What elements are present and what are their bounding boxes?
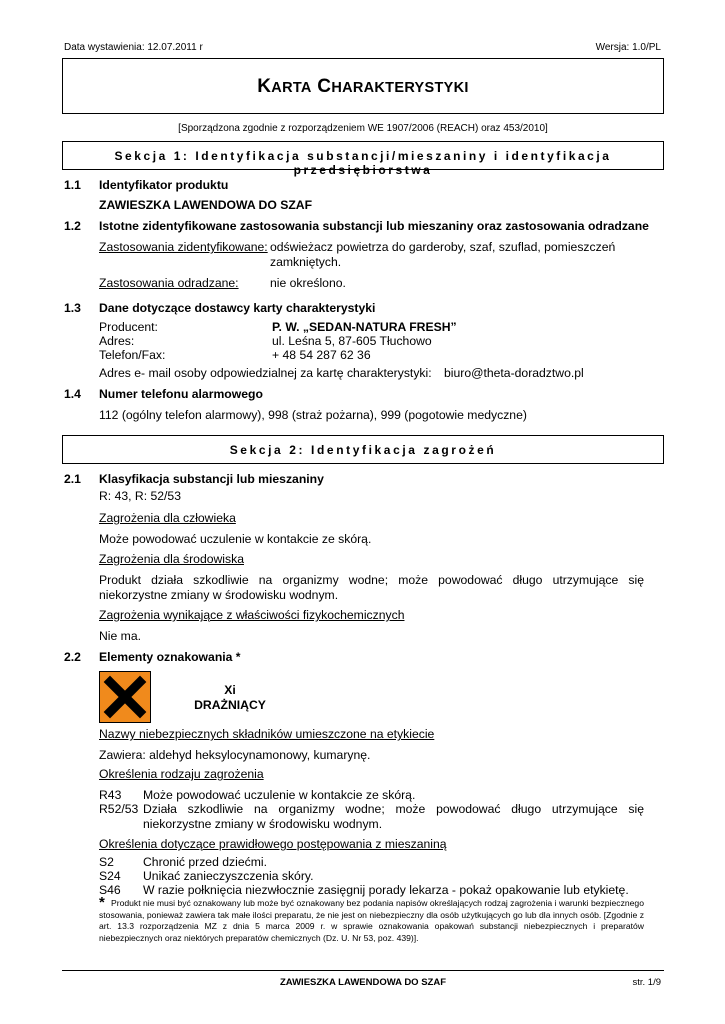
r5253-code: R52/53 (99, 802, 139, 816)
risk-phrases-label: Określenia rodzaju zagrożenia (99, 767, 264, 781)
producer-value: P. W. „SEDAN-NATURA FRESH” (272, 320, 457, 334)
address-value: ul. Leśna 5, 87-605 Tłuchowo (272, 334, 432, 348)
phone-label: Telefon/Fax: (99, 348, 166, 362)
email-value[interactable]: biuro@theta-doradztwo.pl (444, 366, 584, 380)
env-hazards-text: Produkt działa szkodliwie na organizmy wodne; może powodować długo utrzymujące się niekorzystne zmiany w środowisku wodnym. (99, 573, 644, 602)
s2-text: Chronić przed dziećmi. (143, 855, 267, 869)
section-2-1-number: 2.1 (64, 472, 81, 486)
env-hazards-label: Zagrożenia dla środowiska (99, 552, 244, 566)
phys-hazards-text: Nie ma. (99, 629, 141, 643)
section-1-1-number: 1.1 (64, 178, 81, 192)
section-2-2-number: 2.2 (64, 650, 81, 664)
r43-text: Może powodować uczulenie w kontakcie ze skórą. (143, 788, 416, 802)
producer-label: Producent: (99, 320, 158, 334)
address-label: Adres: (99, 334, 135, 348)
s46-code: S46 (99, 883, 121, 897)
section-1-2-title: Istotne zidentyfikowane zastosowania substancji lub mieszaniny oraz zastosowania odradzane (99, 219, 649, 233)
r5253-text: Działa szkodliwie na organizmy wodne; może powodować długo utrzymujące się niekorzystne zmiany w środowisku wodnym. (143, 802, 644, 831)
product-name: ZAWIESZKA LAWENDOWA DO SZAF (99, 198, 313, 212)
identified-uses-value: odświeżacz powietrza do garderoby, szaf, szuflad, pomieszczeń zamkniętych. (270, 240, 616, 269)
section1-box (62, 141, 664, 177)
disuses-value: nie określono. (270, 276, 346, 290)
section-1-4-number: 1.4 (64, 387, 81, 401)
title-initial-2: C (317, 76, 332, 97)
xi-hazard-pictogram (99, 671, 151, 723)
title-box (62, 58, 664, 114)
footnote-star: * (99, 894, 105, 911)
identified-uses-label: Zastosowania zidentyfikowane: (99, 240, 268, 254)
s2-code: S2 (99, 855, 114, 869)
hazardous-components-label: Nazwy niebezpiecznych składników umieszczone na etykiecie (99, 727, 435, 741)
title-rest-2: HARAKTERYSTYKI (331, 80, 469, 96)
title-initial-1: K (257, 76, 272, 97)
version-label: Wersja: 1.0/PL (595, 42, 661, 53)
section-2-1-title: Klasyfikacja substancji lub mieszaniny (99, 472, 324, 486)
section-1-4-title: Numer telefonu alarmowego (99, 387, 263, 401)
safety-phrases-label: Określenia dotyczące prawidłowego postępowania z mieszaniną (99, 837, 447, 851)
section-1-3-title: Dane dotyczące dostawcy karty charakterystyki (99, 301, 376, 315)
regulation-note: [Sporządzona zgodnie z rozporządzeniem WE 1907/2006 (REACH) oraz 453/2010] (178, 123, 548, 134)
r43-code: R43 (99, 788, 122, 802)
human-hazards-label: Zagrożenia dla człowieka (99, 511, 236, 525)
section-1-2-number: 1.2 (64, 219, 81, 233)
s24-text: Unikać zanieczyszczenia skóry. (143, 869, 314, 883)
page-number: str. 1/9 (632, 977, 661, 988)
page-title (63, 76, 663, 98)
section-1-3-number: 1.3 (64, 301, 81, 315)
disuses-label: Zastosowania odradzane: (99, 276, 239, 290)
r-phrases: R: 43, R: 52/53 (99, 489, 181, 503)
section-2-2-title: Elementy oznakowania * (99, 650, 241, 664)
pictogram-name: DRAŻNIĄCY (194, 698, 266, 712)
issue-date: Data wystawienia: 12.07.2011 r (64, 42, 203, 53)
section2-box (62, 435, 664, 464)
section1-heading: Sekcja 1: Identyfikacja substancji/mieszaniny i identyfikacja przedsiębiorstwa (114, 149, 612, 177)
s24-code: S24 (99, 869, 121, 883)
section2-heading: Sekcja 2: Identyfikacja zagrożeń (229, 443, 497, 457)
email-label: Adres e- mail osoby odpowiedzialnej za kartę charakterystyki: (99, 366, 432, 380)
irritant-cross-icon (99, 671, 151, 723)
footnote-text: Produkt nie musi być oznakowany lub może być oznakowany bez podania napisów określających rodzaj zagrożenia i warunki bezpiecznego stosowania, ponieważ zawiera tak małe ilości preparatu, że nie jest on niebezpieczny dla osób użytkujących go lub dla innych osób. [Zgodnie z art. 13.3 rozporządzenia MZ z dnia 5 marca 2009 r. w sprawie oznakowania opakowań substancji niebezpiecznych i preparatów niebezpiecznych oraz niektórych preparatów chemicznych (Dz. U. Nr 53, poz. 439)]. (99, 898, 644, 943)
phys-hazards-label: Zagrożenia wynikające z właściwości fizykochemicznych (99, 608, 405, 622)
hazardous-components-text: Zawiera: aldehyd heksylocynamonowy, kumarynę. (99, 748, 371, 762)
title-rest-1: ARTA (271, 80, 312, 96)
emergency-numbers: 112 (ogólny telefon alarmowy), 998 (straż pożarna), 999 (pogotowie medyczne) (99, 408, 527, 422)
phone-value: + 48 54 287 62 36 (272, 348, 371, 362)
pictogram-code: Xi (224, 683, 236, 697)
human-hazards-text: Może powodować uczulenie w kontakcie ze skórą. (99, 532, 372, 546)
footer-divider (62, 970, 664, 971)
s46-text: W razie połknięcia niezwłocznie zasięgnij porady lekarza - pokaż opakowanie lub etykietę. (143, 883, 629, 897)
footer-product: ZAWIESZKA LAWENDOWA DO SZAF (279, 977, 447, 988)
section-1-1-title: Identyfikator produktu (99, 178, 229, 192)
